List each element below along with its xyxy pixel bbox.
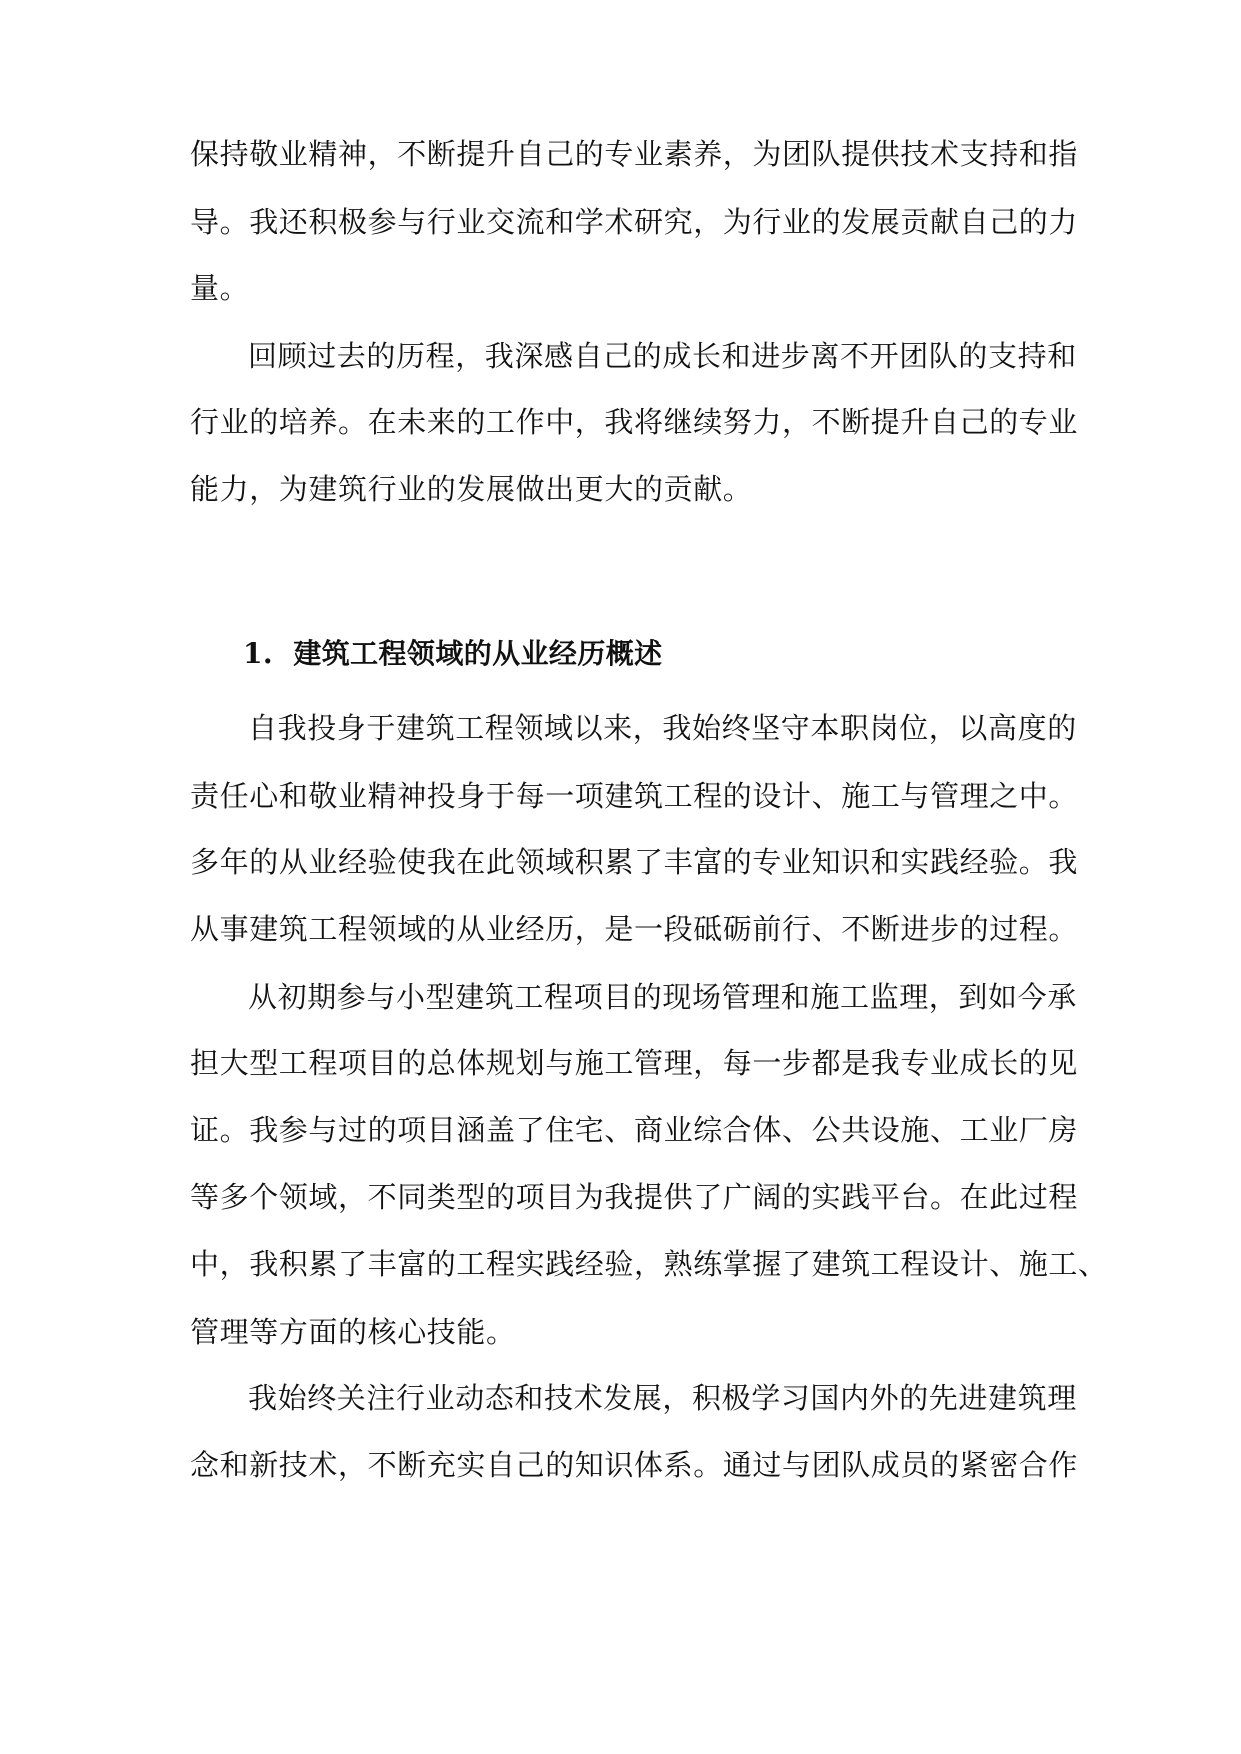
paragraph-line: 自我投身于建筑工程领域以来，我始终坚守本职岗位，以高度的 <box>248 711 1077 745</box>
paragraph-line: 从初期参与小型建筑工程项目的现场管理和施工监理，到如今承 <box>248 980 1077 1014</box>
paragraph-line: 中，我积累了丰富的工程实践经验，熟练掌握了建筑工程设计、施工、 <box>190 1247 1108 1281</box>
paragraph-line: 责任心和敬业精神投身于每一项建筑工程的设计、施工与管理之中。 <box>190 779 1079 813</box>
paragraph-line: 证。我参与过的项目涵盖了住宅、商业综合体、公共设施、工业厂房 <box>190 1113 1079 1147</box>
paragraph-line: 等多个领域，不同类型的项目为我提供了广阔的实践平台。在此过程 <box>190 1180 1079 1214</box>
paragraph-line: 回顾过去的历程，我深感自己的成长和进步离不开团队的支持和 <box>248 339 1077 373</box>
paragraph-line: 能力，为建筑行业的发展做出更大的贡献。 <box>190 472 753 506</box>
paragraph-line: 保持敬业精神，不断提升自己的专业素养，为团队提供技术支持和指 <box>190 137 1079 171</box>
section-heading <box>243 632 943 676</box>
section-title: 建筑工程领域的从业经历概述 <box>293 637 663 670</box>
paragraph-line: 多年的从业经验使我在此领域积累了丰富的专业知识和实践经验。我 <box>190 845 1079 879</box>
paragraph-line: 从事建筑工程领域的从业经历，是一段砥砺前行、不断进步的过程。 <box>190 912 1079 946</box>
paragraph-line: 我始终关注行业动态和技术发展，积极学习国内外的先进建筑理 <box>248 1381 1077 1415</box>
paragraph-line: 念和新技术，不断充实自己的知识体系。通过与团队成员的紧密合作 <box>190 1448 1079 1482</box>
paragraph-line: 管理等方面的核心技能。 <box>190 1315 516 1349</box>
paragraph-line: 量。 <box>190 271 250 305</box>
paragraph-line: 行业的培养。在未来的工作中，我将继续努力，不断提升自己的专业 <box>190 405 1079 439</box>
paragraph-line: 担大型工程项目的总体规划与施工管理，每一步都是我专业成长的见 <box>190 1046 1079 1080</box>
paragraph-line: 导。我还积极参与行业交流和学术研究，为行业的发展贡献自己的力 <box>190 205 1079 239</box>
section-number: 1. <box>243 637 274 670</box>
